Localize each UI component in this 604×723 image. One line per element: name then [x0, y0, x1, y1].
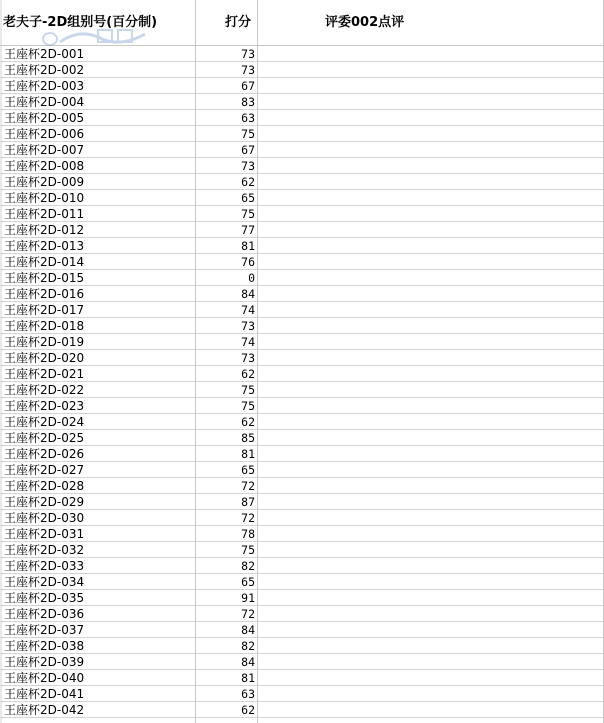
- cell-entry-id[interactable]: 王座杯2D-029: [4, 495, 85, 509]
- table-row[interactable]: [0, 686, 604, 702]
- table-row[interactable]: [0, 366, 604, 382]
- cell-score[interactable]: 73: [241, 351, 255, 365]
- cell-entry-id[interactable]: 王座杯2D-041: [4, 687, 85, 701]
- cell-entry-id[interactable]: 王座杯2D-032: [4, 543, 85, 557]
- cell-score[interactable]: 82: [241, 559, 255, 573]
- table-row[interactable]: [0, 398, 604, 414]
- cell-score[interactable]: 72: [241, 479, 255, 493]
- cell-score[interactable]: 74: [241, 303, 255, 317]
- cell-entry-id[interactable]: 王座杯2D-005: [4, 111, 85, 125]
- cell-entry-id[interactable]: 王座杯2D-009: [4, 175, 85, 189]
- header-cell-group[interactable]: 老夫子-2D组别号(百分制): [3, 15, 158, 30]
- cell-entry-id[interactable]: 王座杯2D-036: [4, 607, 85, 621]
- cell-score[interactable]: 67: [241, 143, 255, 157]
- table-row[interactable]: [0, 174, 604, 190]
- table-row[interactable]: [0, 430, 604, 446]
- header-cell-score[interactable]: 打分: [224, 15, 251, 30]
- table-row[interactable]: [0, 318, 604, 334]
- table-row[interactable]: [0, 510, 604, 526]
- cell-entry-id[interactable]: 王座杯2D-011: [4, 207, 85, 221]
- table-row[interactable]: [0, 158, 604, 174]
- cell-score[interactable]: 75: [241, 207, 255, 221]
- table-row[interactable]: [0, 126, 604, 142]
- cell-entry-id[interactable]: 王座杯2D-034: [4, 575, 85, 589]
- cell-score[interactable]: 63: [241, 111, 255, 125]
- cell-score[interactable]: 81: [241, 671, 255, 685]
- cell-score[interactable]: 0: [248, 271, 255, 285]
- table-row[interactable]: [0, 78, 604, 94]
- cell-score[interactable]: 83: [241, 95, 255, 109]
- cell-entry-id[interactable]: 王座杯2D-027: [4, 463, 85, 477]
- column-divider: [195, 0, 196, 723]
- table-row[interactable]: [0, 638, 604, 654]
- cell-score[interactable]: 75: [241, 399, 255, 413]
- table-row[interactable]: [0, 446, 604, 462]
- table-row[interactable]: [0, 670, 604, 686]
- table-row[interactable]: [0, 270, 604, 286]
- table-row[interactable]: [0, 46, 604, 62]
- cell-entry-id[interactable]: 王座杯2D-018: [4, 319, 85, 333]
- cell-score[interactable]: 75: [241, 383, 255, 397]
- cell-entry-id[interactable]: 王座杯2D-039: [4, 655, 85, 669]
- cell-entry-id[interactable]: 王座杯2D-014: [4, 255, 85, 269]
- table-row[interactable]: [0, 414, 604, 430]
- cell-entry-id[interactable]: 王座杯2D-022: [4, 383, 85, 397]
- cell-score[interactable]: 81: [241, 447, 255, 461]
- table-row[interactable]: [0, 526, 604, 542]
- table-row[interactable]: [0, 606, 604, 622]
- table-row[interactable]: [0, 558, 604, 574]
- cell-entry-id[interactable]: 王座杯2D-033: [4, 559, 85, 573]
- cell-entry-id[interactable]: 王座杯2D-042: [4, 703, 85, 717]
- cell-entry-id[interactable]: 王座杯2D-040: [4, 671, 85, 685]
- cell-entry-id[interactable]: 王座杯2D-002: [4, 63, 85, 77]
- cell-score[interactable]: 84: [241, 623, 255, 637]
- table-row[interactable]: [0, 238, 604, 254]
- table-row[interactable]: [0, 302, 604, 318]
- table-row[interactable]: [0, 574, 604, 590]
- cell-entry-id[interactable]: 王座杯2D-020: [4, 351, 85, 365]
- cell-score[interactable]: 85: [241, 431, 255, 445]
- table-row[interactable]: [0, 622, 604, 638]
- table-row[interactable]: [0, 542, 604, 558]
- header-cell-comment[interactable]: 评委002点评: [325, 15, 405, 30]
- cell-score[interactable]: 76: [241, 255, 255, 269]
- cell-score[interactable]: 74: [241, 335, 255, 349]
- table-row[interactable]: [0, 222, 604, 238]
- cell-entry-id[interactable]: 王座杯2D-026: [4, 447, 85, 461]
- cell-score[interactable]: 65: [241, 463, 255, 477]
- cell-entry-id[interactable]: 王座杯2D-037: [4, 623, 85, 637]
- cell-score[interactable]: 67: [241, 79, 255, 93]
- cell-entry-id[interactable]: 王座杯2D-023: [4, 399, 85, 413]
- table-row[interactable]: [0, 334, 604, 350]
- table-row[interactable]: [0, 142, 604, 158]
- cell-score[interactable]: 73: [241, 319, 255, 333]
- table-row[interactable]: [0, 94, 604, 110]
- cell-score[interactable]: 73: [241, 159, 255, 173]
- table-row[interactable]: [0, 254, 604, 270]
- table-row[interactable]: [0, 702, 604, 718]
- table-row[interactable]: [0, 494, 604, 510]
- cell-score[interactable]: 91: [241, 591, 255, 605]
- cell-entry-id[interactable]: 王座杯2D-016: [4, 287, 85, 301]
- cell-entry-id[interactable]: 王座杯2D-031: [4, 527, 85, 541]
- cell-score[interactable]: 63: [241, 687, 255, 701]
- table-row[interactable]: [0, 190, 604, 206]
- cell-entry-id[interactable]: 王座杯2D-003: [4, 79, 85, 93]
- cell-entry-id[interactable]: 王座杯2D-007: [4, 143, 85, 157]
- cell-entry-id[interactable]: 王座杯2D-004: [4, 95, 85, 109]
- table-row[interactable]: [0, 286, 604, 302]
- cell-score[interactable]: 87: [241, 495, 255, 509]
- cell-entry-id[interactable]: 王座杯2D-025: [4, 431, 85, 445]
- cell-score[interactable]: 77: [241, 223, 255, 237]
- cell-entry-id[interactable]: 王座杯2D-038: [4, 639, 85, 653]
- cell-score[interactable]: 78: [241, 527, 255, 541]
- cell-entry-id[interactable]: 王座杯2D-015: [4, 271, 85, 285]
- cell-score[interactable]: 62: [241, 703, 255, 717]
- cell-score[interactable]: 84: [241, 287, 255, 301]
- table-row[interactable]: [0, 206, 604, 222]
- cell-entry-id[interactable]: 王座杯2D-006: [4, 127, 85, 141]
- cell-entry-id[interactable]: 王座杯2D-035: [4, 591, 85, 605]
- cell-entry-id[interactable]: 王座杯2D-019: [4, 335, 85, 349]
- cell-entry-id[interactable]: 王座杯2D-008: [4, 159, 85, 173]
- cell-entry-id[interactable]: 王座杯2D-028: [4, 479, 85, 493]
- table-row[interactable]: [0, 350, 604, 366]
- cell-entry-id[interactable]: 王座杯2D-030: [4, 511, 85, 525]
- table-row[interactable]: [0, 62, 604, 78]
- cell-score[interactable]: 82: [241, 639, 255, 653]
- cell-score[interactable]: 73: [241, 63, 255, 77]
- cell-entry-id[interactable]: 王座杯2D-021: [4, 367, 85, 381]
- cell-entry-id[interactable]: 王座杯2D-017: [4, 303, 85, 317]
- cell-entry-id[interactable]: 王座杯2D-024: [4, 415, 85, 429]
- table-row[interactable]: [0, 462, 604, 478]
- cell-score[interactable]: 73: [241, 47, 255, 61]
- cell-score[interactable]: 75: [241, 543, 255, 557]
- table-row[interactable]: [0, 382, 604, 398]
- table-row[interactable]: [0, 590, 604, 606]
- cell-score[interactable]: 84: [241, 655, 255, 669]
- cell-score[interactable]: 65: [241, 575, 255, 589]
- cell-score[interactable]: 62: [241, 415, 255, 429]
- cell-entry-id[interactable]: 王座杯2D-013: [4, 239, 85, 253]
- table-row[interactable]: [0, 654, 604, 670]
- cell-entry-id[interactable]: 王座杯2D-001: [4, 47, 85, 61]
- cell-entry-id[interactable]: 王座杯2D-010: [4, 191, 85, 205]
- cell-score[interactable]: 75: [241, 127, 255, 141]
- cell-score[interactable]: 62: [241, 175, 255, 189]
- cell-score[interactable]: 65: [241, 191, 255, 205]
- cell-entry-id[interactable]: 王座杯2D-012: [4, 223, 85, 237]
- table-row[interactable]: [0, 478, 604, 494]
- column-divider: [257, 0, 258, 723]
- cell-score[interactable]: 72: [241, 511, 255, 525]
- data-rows: [0, 46, 604, 718]
- cell-score[interactable]: 62: [241, 367, 255, 381]
- cell-score[interactable]: 81: [241, 239, 255, 253]
- table-row[interactable]: [0, 110, 604, 126]
- cell-score[interactable]: 72: [241, 607, 255, 621]
